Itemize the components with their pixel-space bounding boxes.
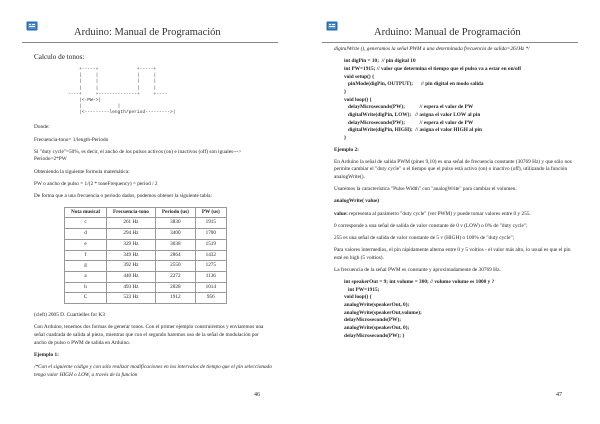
page-header [322,18,578,44]
table-cell: 3400 [155,229,195,240]
table-header-row [65,207,227,218]
code-line: pinMode(digPin, OUTPUT); // pin digital en modo salida [344,81,484,88]
code-block [344,279,572,340]
code-line: delayMicroseconds(PW); [344,317,401,324]
code-line: digitalWrite(digPin, LOW); // asigna el valor LOW al pin [344,111,481,118]
example-heading: Ejemplo 2: [334,146,359,153]
table-row [65,293,227,304]
header-title: Arduino: Manual de Programación [74,27,221,38]
code-comment: digitalWrite (), generamos la señal PWM a una determinada frecuencia de salida=261Hz */ [334,46,530,52]
code-line: delayMicroseconds(PW); // espera el valor de PW [344,119,474,126]
table-row [65,250,227,261]
page-header [22,18,278,44]
table-cell: g [65,261,107,272]
right-page [300,0,600,424]
table-cell: 1915 [195,218,226,229]
table-cell: 2864 [155,250,195,261]
table-cell: 261 Hz [106,218,155,229]
code-block [344,58,572,142]
table-row [65,282,227,293]
table-cell: 1912 [155,293,195,304]
table-cell: 493 Hz [106,282,155,293]
code-line: int PW=1915; // valor que determina el tiempo que el pulso va a estar en on/off [344,65,522,72]
table-header-cell: Nota musical [65,207,107,218]
code-line: analogWrite(speakerOut,volume); [344,309,422,316]
table-cell: 2550 [155,261,195,272]
code-line: int speakerOut = 9; int volume = 300; // volume volume es 1000 y ? [344,279,495,286]
table-row [65,239,227,250]
table-cell: 956 [195,293,226,304]
table-cell: 392 Hz [106,261,155,272]
example-heading: Ejemplo 1: [34,351,59,358]
paragraph [334,211,572,219]
code-line: void loop() { [344,96,372,103]
table-row [65,261,227,272]
header-rule [322,42,578,43]
table-row [65,229,227,240]
paragraph: 255 es una señal de salida de valor constante de 5 v (HIGH) o 100% de "duty cycle"; [334,234,515,241]
page-number: 47 [556,392,562,398]
table-cell: b [65,282,107,293]
paragraph: Donde: [34,124,50,131]
code-line: digitalWrite(digPin, HIGH); // asigna el valor HIGH al pin [344,127,482,134]
paragraph: Para valores intermedios, el pin rápidamente alterna entre 0 y 5 voltios - el valor más alto, lo usual es que el pin esté en high (5 voltios). [334,247,571,261]
credit-line: (cleft) 2005 D. Cuartielles for K3 [34,312,105,319]
table-cell: 1136 [195,271,226,282]
table-cell: 1432 [195,250,226,261]
arduino-logo-icon [326,20,338,32]
table-cell: 2272 [155,271,195,282]
function-signature: analogWrite( value) [334,198,380,205]
formula: PW o ancho de pulso = 1/(2 * toneFrequency) = period / 2 [34,180,158,187]
table-cell: 329 Hz [106,239,155,250]
left-body [34,52,272,384]
table-cell: C [65,293,107,304]
table-cell: d [65,229,107,240]
header-title: Arduino: Manual de Programación [374,27,521,38]
table-row [65,218,227,229]
table-cell: e [65,239,107,250]
code-line: analogWrite(speakerOut, 0); [344,325,410,332]
table-cell: a [65,271,107,282]
code-comment: /*Con el siguiente código y con sólo realizar modificaciones en los intervalos de tiempo que el pin seleccionado tenga valor HIGH o LOW, a través de la función [34,363,272,378]
table-cell: 1519 [195,239,226,250]
table-cell: 349 Hz [106,250,155,261]
param-description: representa al parámetro "duty cycle" (ver PWM) y puede tomar valores entre 0 y 255. [347,210,531,217]
code-line: delayMicroseconds(PW); // espera el valor de PW [344,104,474,111]
table-cell: 1275 [195,261,226,272]
section-title: Calculo de tonos: [34,53,85,61]
table-cell: 523 Hz [106,293,155,304]
paragraph: Con Arduino, tenemos dos formas de generar tonos. Con el primer ejemplo construiremos y enviaremos una señal cuadrada de salida al piezo, mientras que con el segundo haremos uso de la señal de modulación por ancho de pulso o PWM de salida en Arduino. [34,324,264,346]
code-line: void setup() { [344,73,375,80]
table-cell: c [65,218,107,229]
table-cell: 1014 [195,282,226,293]
table-row [65,271,227,282]
paragraph: Usaremos la característica "Pulse Width" con "analogWrite" para cambiar el volumen. [334,186,517,193]
code-line: delayMicroseconds(PW); } [344,332,405,339]
waveform-diagram: +-----+ +-----+ | | | | | | | | | | | | ----+ +--------------+ +---- |<-PW->| | | |<---------length/period--------->| [68,66,176,116]
right-body [334,46,572,345]
paragraph: 0 corresponde a una señal de salida de valor constante de 0 v (LOW) o 0% de "duty cycle"; [334,222,528,229]
table-header-cell: PW (us) [195,207,226,218]
table-cell: 2028 [155,282,195,293]
table-cell: 1700 [195,229,226,240]
param-name: value: [334,210,348,217]
header-rule [22,42,278,43]
table-header-cell: Frecuencia-tono [106,207,155,218]
paragraph: De forma que a una frecuencia o periodo dados, podemos obtener la siguiente tabla: [34,192,212,199]
code-line: } [344,88,347,95]
page-number: 46 [254,392,260,398]
paragraph: Frecuencia-tono= 1/length-Periodo [34,136,109,143]
table-header-cell: Periodo (us) [155,207,195,218]
table-cell: 3830 [155,218,195,229]
table-cell: f [65,250,107,261]
table-cell: 3038 [155,239,195,250]
code-line: int digPin = 10; // pin digital 10 [344,58,416,65]
code-line: } [344,134,347,141]
code-line: void loop() { [344,294,372,301]
paragraph: En Arduino la señal de salida PWM (pines 9,10) es una señal de frecuencia constante (30769 Hz) y que sólo nos permite cambiar el "duty cycle" o el tiempo que el pulso está activo (on) o inactivo (off), utilizando la función analogWrite(). [334,158,572,181]
paragraph: La frecuencia de la señal PWM es constante y aproximadamente de 30769 Hz. [334,266,501,273]
tone-table [64,207,227,304]
arduino-logo-icon [26,20,38,32]
code-line: analogWrite(speakerOut, 0); [344,302,410,309]
table-cell: 440 Hz [106,271,155,282]
table-cell: 294 Hz [106,229,155,240]
code-line: int PW=1915; [344,286,380,293]
paragraph: Obteniendo la siguiente formula matemática: [34,168,130,175]
paragraph: Si "duty cycle"=50%, es decir, el ancho de los pulsos activos (on) e inactivos (off) son iguales---> Periodo=2*PW [34,148,242,163]
